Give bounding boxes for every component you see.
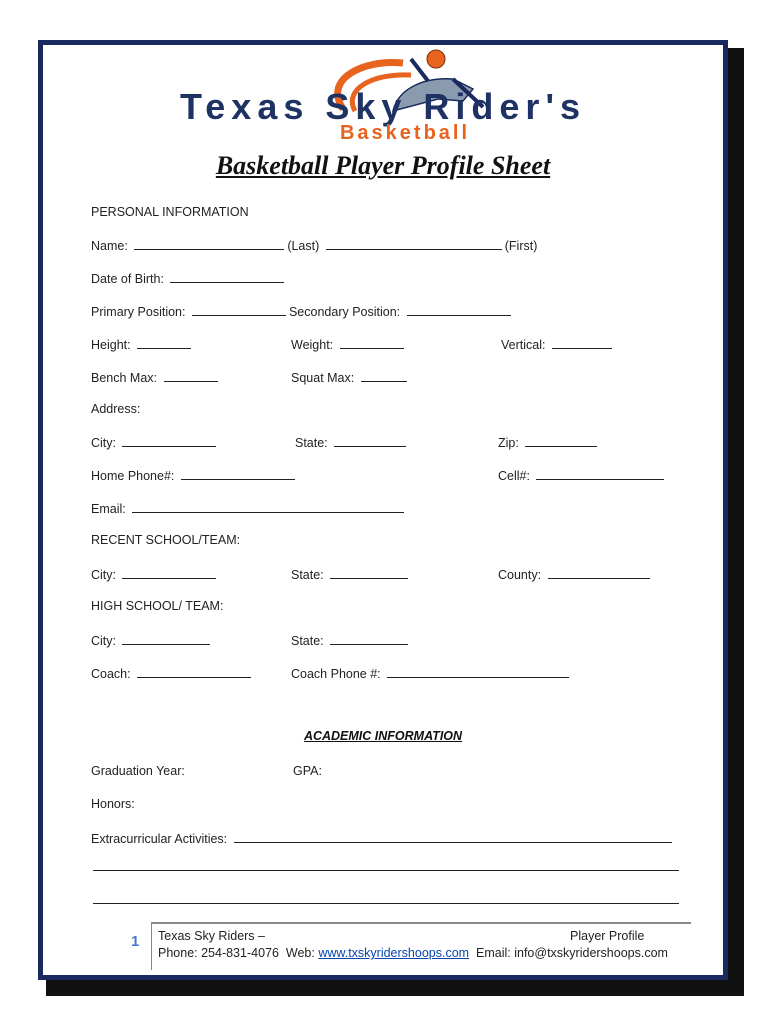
logo-subtext: Basketball [339,122,471,144]
bench-row [91,369,221,385]
zip-label: Zip: [498,436,519,450]
state-field[interactable] [334,434,406,447]
dob-field[interactable] [170,270,284,283]
footer-contact [158,946,668,960]
secondary-position-label: Secondary Position: [288,305,401,319]
extracurricular-line-2[interactable] [93,870,679,871]
primary-position-field[interactable] [192,303,286,316]
vertical-group [501,336,615,352]
coach-field[interactable] [137,665,251,678]
first-name-field[interactable] [326,237,502,250]
personal-heading: PERSONAL INFORMATION [91,205,249,219]
academic-heading: ACADEMIC INFORMATION [303,729,463,743]
recent-heading: RECENT SCHOOL/TEAM: [91,533,241,547]
city-field[interactable] [122,434,216,447]
footer-divider [151,922,152,970]
height-row [91,336,194,352]
recent-state-label: State: [291,568,324,582]
recent-city-field[interactable] [122,566,216,579]
squat-label: Squat Max: [291,371,355,385]
height-label: Height: [91,338,131,352]
footer-web-label: Web: [285,946,315,960]
extracurricular-row [91,830,675,846]
city-label: City: [91,436,116,450]
vertical-label: Vertical: [501,338,546,352]
footer-phone: Phone: 254-831-4076 [158,946,279,960]
high-heading: HIGH SCHOOL/ TEAM: [91,599,224,613]
vertical-field[interactable] [552,336,612,349]
city-row [91,434,219,450]
dob-row [91,270,287,286]
coach-label: Coach: [91,667,131,681]
primary-position-label: Primary Position: [91,305,186,319]
recent-city-row [91,566,219,582]
first-label: (First) [504,239,538,253]
footer-web-link[interactable]: www.txskyridershoops.com [318,946,470,960]
address-label: Address: [91,402,141,416]
recent-state-group [291,566,411,582]
high-city-row [91,632,213,648]
home-phone-field[interactable] [181,467,295,480]
email-field[interactable] [132,500,404,513]
coach-phone-field[interactable] [387,665,569,678]
high-state-field[interactable] [330,632,408,645]
recent-state-field[interactable] [330,566,408,579]
name-label: Name: [91,239,128,253]
high-state-label: State: [291,634,324,648]
home-phone-label: Home Phone#: [91,469,175,483]
extracurricular-label: Extracurricular Activities: [91,832,228,846]
state-label: State: [295,436,328,450]
coach-phone-group [291,665,572,681]
high-state-group [291,632,411,648]
honors-label: Honors: [91,797,135,811]
name-row [91,237,537,253]
page-number: 1 [131,933,140,950]
gpa-label: GPA: [293,764,322,778]
squat-field[interactable] [361,369,407,382]
bench-field[interactable] [164,369,218,382]
high-city-field[interactable] [122,632,210,645]
state-group [295,434,409,450]
footer-org: Texas Sky Riders – [158,929,265,943]
extracurricular-line-3[interactable] [93,903,679,904]
recent-county-label: County: [498,568,542,582]
recent-city-label: City: [91,568,116,582]
zip-field[interactable] [525,434,597,447]
grad-year-label: Graduation Year: [91,764,185,778]
last-name-field[interactable] [134,237,284,250]
secondary-position-field[interactable] [407,303,511,316]
squat-group [291,369,410,385]
weight-group [291,336,407,352]
page-title: Basketball Player Profile Sheet [215,151,551,180]
profile-sheet-page [38,40,728,980]
extracurricular-field[interactable] [234,830,672,843]
position-row [91,303,514,319]
weight-label: Weight: [291,338,334,352]
high-city-label: City: [91,634,116,648]
last-label: (Last) [287,239,320,253]
logo-text: Texas Sky Rider's [179,86,587,127]
email-label: Email: [91,502,126,516]
height-field[interactable] [137,336,191,349]
cell-label: Cell#: [498,469,530,483]
bench-label: Bench Max: [91,371,158,385]
zip-group [498,434,600,450]
footer-rule [151,922,691,924]
coach-phone-label: Coach Phone #: [291,667,381,681]
home-phone-row [91,467,298,483]
texas-sky-riders-logo [93,49,673,149]
recent-county-group [498,566,653,582]
footer-email: Email: info@txskyridershoops.com [476,946,668,960]
cell-field[interactable] [536,467,664,480]
footer-doc-title: Player Profile [570,929,645,943]
recent-county-field[interactable] [548,566,650,579]
dob-label: Date of Birth: [91,272,164,286]
email-row [91,500,407,516]
coach-row [91,665,254,681]
weight-field[interactable] [340,336,404,349]
cell-group [498,467,667,483]
